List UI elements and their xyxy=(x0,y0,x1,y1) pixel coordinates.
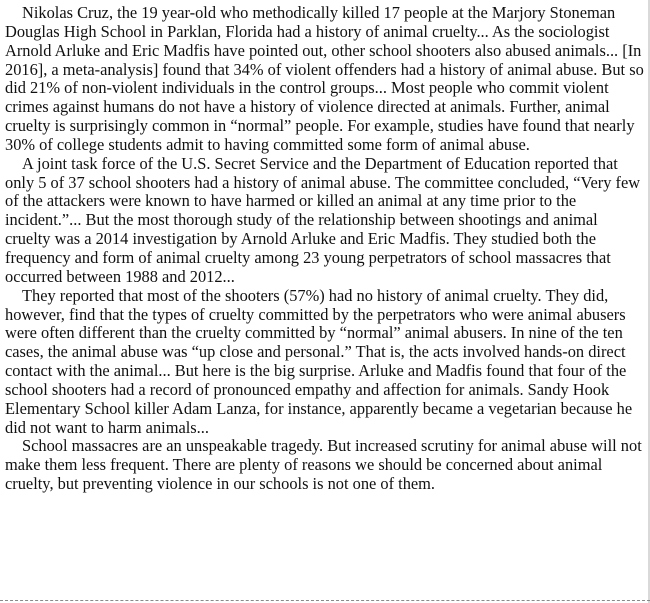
page-bottom-rule xyxy=(0,600,650,601)
document-body xyxy=(5,4,645,494)
paragraph-2: A joint task force of the U.S. Secret Service and the Department of Education reported that only 5 of 37 school shooters had a history of animal abuse. The committee concluded, “Very few of the attackers were known to have harmed or killed an animal at any time prior to the incident.”... But the most thorough study of the relationship between shootings and animal cruelty was a 2014 investigation by Arnold Arluke and Eric Madfis. They studied both the frequency and form of animal cruelty among 23 young perpetrators of school massacres that occurred between 1988 and 2012... xyxy=(5,153,641,286)
paragraph-4: School massacres are an unspeakable tragedy. But increased scrutiny for animal abuse will not make them less frequent. There are plenty of reasons we should be concerned about animal cruelty, but preventing violence in our schools is not one of them. xyxy=(5,436,642,494)
paragraph-3: They reported that most of the shooters (57%) had no history of animal cruelty. They did, however, find that the types of cruelty committed by the perpetrators who were animal abusers were often different than the cruelty committed by “normal” animal abusers. In nine of the ten cases, the animal abuse was “up close and personal.” That is, the acts involved hands-on direct contact with the animal... But here is the big surprise. Arluke and Madfis found that four of the school shooters had a record of pronounced empathy and affection for animals. Sandy Hook Elementary School killer Adam Lanza, for instance, apparently became a vegetarian because he did not want to harm animals... xyxy=(5,285,633,437)
paragraph-1: Nikolas Cruz, the 19 year-old who methodically killed 17 people at the Marjory Stoneman Douglas High School in Parklan, Florida had a history of animal cruelty... As the sociologist Arnold Arluke and Eric Madfis have pointed out, other school shooters also abused animals... [In 2016], a meta-analysis] found that 34% of violent offenders had a history of animal abuse. But so did 21% of non-violent individuals in the control groups... Most people who commit violent crimes against humans do not have a history of violence directed at animals. Further, animal cruelty is surprisingly common in “normal” people. For example, studies have found that nearly 30% of college students admit to having committed some form of animal abuse. xyxy=(5,3,644,154)
